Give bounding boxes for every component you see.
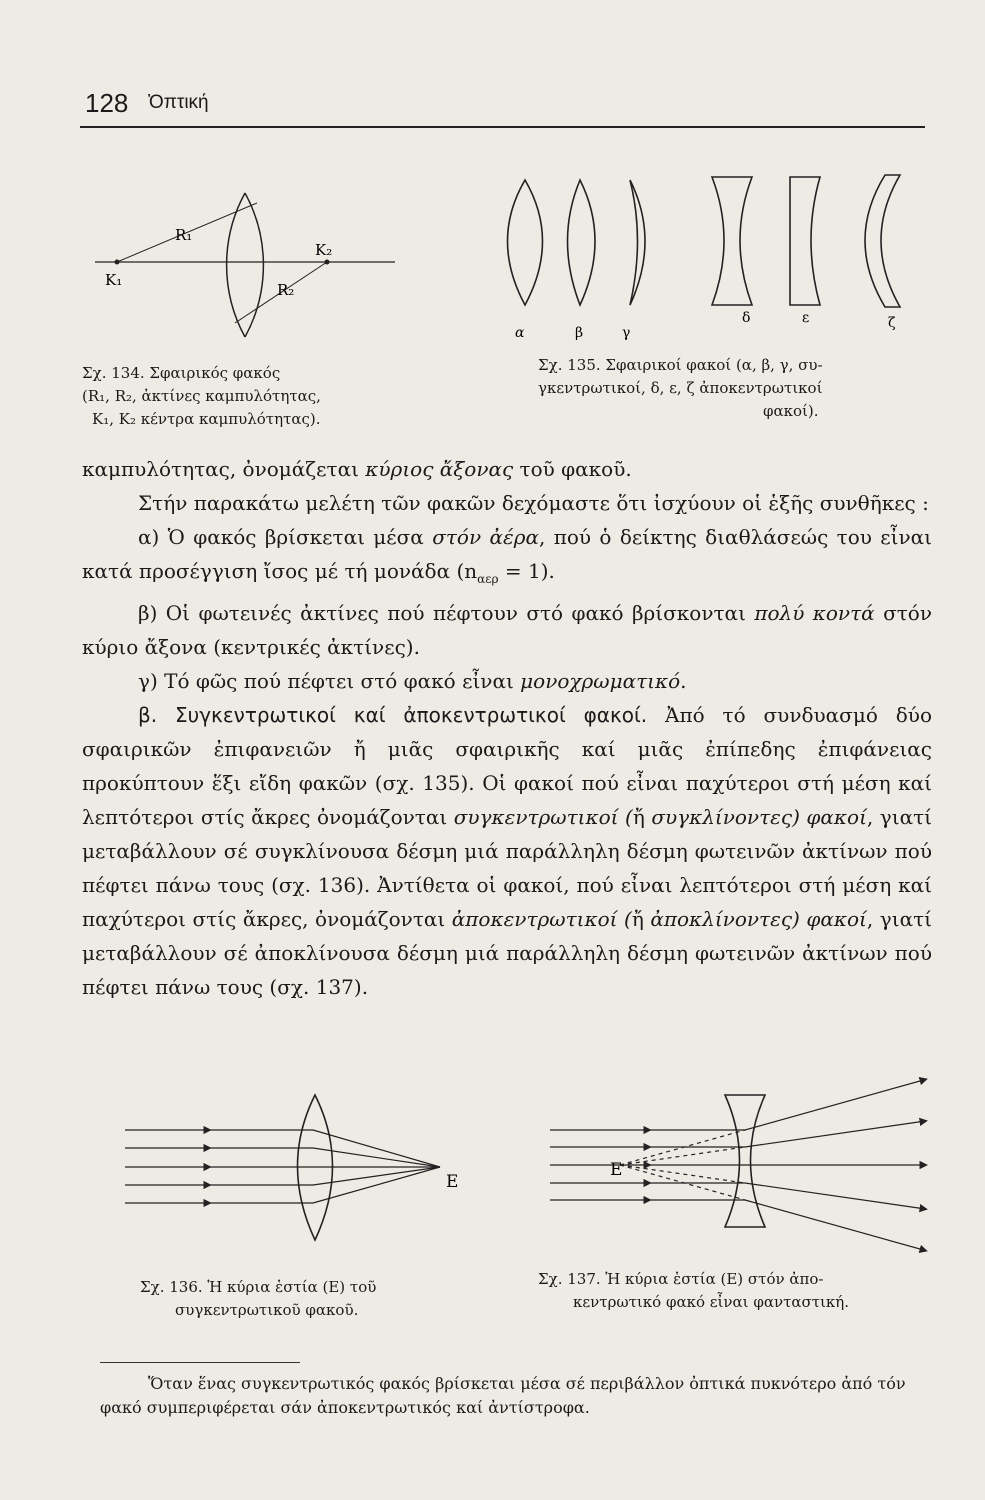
figure-135-caption xyxy=(538,354,823,423)
lens-zeta-concave-meniscus xyxy=(865,175,900,307)
paragraph: Στήν παρακάτω μελέτη τῶν φακῶν δεχόμαστε ὅτι ἰσχύουν οἱ ἑξῆς συνθῆκες : xyxy=(138,491,929,515)
lens-beta-planoconvex xyxy=(568,180,596,305)
center-k1-dot xyxy=(115,260,120,265)
figure-136-caption xyxy=(140,1276,376,1322)
label-delta: δ xyxy=(742,310,751,326)
label-epsilon: ε xyxy=(802,310,810,326)
chapter-title: Ὀπτική xyxy=(148,92,209,113)
figure-137-caption xyxy=(538,1268,849,1314)
caption-line: φακοί). xyxy=(763,402,819,420)
center-k2-dot xyxy=(325,260,330,265)
caption-line: Σχ. 136. Ἡ κύρια ἑστία (Ε) τοῦ xyxy=(140,1278,377,1296)
label-gamma: γ xyxy=(622,325,631,341)
label-alpha: α xyxy=(515,325,525,341)
focus-label: Ε xyxy=(446,1172,459,1192)
caption-line: (R₁, R₂, ἀκτίνες καμπυλότητας, xyxy=(82,387,321,405)
diverging-ray xyxy=(745,1079,926,1130)
label-r2: R₂ xyxy=(277,281,295,299)
figure-135-six-lenses xyxy=(490,165,930,345)
caption-line: γκεντρωτικοί, δ, ε, ζ ἀποκεντρωτικοί xyxy=(538,379,823,397)
page-number: 128 xyxy=(85,88,129,118)
diverging-rays xyxy=(550,1079,926,1251)
incident-rays xyxy=(125,1130,440,1203)
header-rule xyxy=(80,126,925,128)
caption-line: Σχ. 137. Ἡ κύρια ἑστία (Ε) στόν ἀπο- xyxy=(538,1270,824,1288)
label-k2: K₂ xyxy=(315,241,333,259)
section-heading: β. Συγκεντρωτικοί καί ἀποκεντρωτικοί φακοί. xyxy=(138,703,666,727)
paragraph: α) Ὁ φακός βρίσκεται μέσα στόν ἀέρα, πού ὁ δείκτης διαθλάσεώς του εἶναι κατά προσέγγιση ἴσος μέ τή μονάδα $(n_{\alpha\varepsilon\rho} = 1)$. xyxy=(82,525,933,586)
footnote-rule xyxy=(100,1362,300,1363)
lens-alpha-biconvex xyxy=(508,180,543,305)
diverging-ray xyxy=(745,1200,926,1251)
virtual-ray xyxy=(620,1147,745,1165)
caption-line: κεντρωτικό φακό εἶναι φανταστική. xyxy=(573,1293,850,1311)
caption-line: Σχ. 135. Σφαιρικοί φακοί (α, β, γ, συ- xyxy=(538,356,823,374)
caption-line: συγκεντρωτικοῦ φακοῦ. xyxy=(175,1301,359,1319)
figure-134-caption xyxy=(82,362,321,431)
body-text xyxy=(82,452,932,1004)
label-zeta: ζ xyxy=(888,315,896,331)
virtual-ray xyxy=(620,1165,745,1183)
diverging-lens xyxy=(725,1095,765,1227)
lens-epsilon-planoconcave xyxy=(790,177,820,305)
diverging-ray xyxy=(745,1121,926,1147)
label-beta: β xyxy=(575,325,584,341)
focus-label: Ε xyxy=(610,1160,623,1180)
figure-136-converging-lens xyxy=(110,1085,490,1265)
caption-line: K₁, K₂ κέντρα καμπυλότητας). xyxy=(92,410,321,428)
figure-134-spherical-lens xyxy=(85,185,405,345)
caption-line: Σχ. 134. Σφαιρικός φακός xyxy=(82,364,281,382)
paragraph: καμπυλότητας, ὀνομάζεται κύριος ἄξονας τοῦ φακοῦ. xyxy=(82,457,632,481)
lens-gamma-meniscus xyxy=(630,180,645,305)
paragraph: β. Συγκεντρωτικοί καί ἀποκεντρωτικοί φακοί. Ἀπό τό συνδυασμό δύο σφαιρικῶν ἐπιφανειῶν ἤ μιᾶς σφαιρικῆς καί μιᾶς ἐπίπεδης ἐπιφάνειας προκύπτουν ἕξι εἴδη φακῶν (σχ. 135). Οἱ φακοί πού εἶναι παχύτεροι στή μέση καί λεπτότεροι στίς ἄκρες ὀνομάζονται συγκεντρωτικοί (ἤ συγκλίνοντες) φακοί, γιατί μεταβάλλουν σέ συγκλίνουσα δέσμη μιά παράλληλη δέσμη φωτεινῶν ἀκτίνων πού πέφτει πάνω τους (σχ. 136). Ἀντίθετα οἱ φακοί, πού εἶναι λεπτότεροι στή μέση καί παχύτεροι στίς ἄκρες, ὀνομάζονται ἀποκεντρωτικοί (ἤ ἀποκλίνοντες) φακοί, γιατί μεταβάλλουν σέ ἀποκλίνουσα δέσμη μιά παράλληλη δέσμη φωτεινῶν ἀκτίνων πού πέφτει πάνω τους (σχ. 137). xyxy=(82,703,932,999)
diverging-ray xyxy=(745,1183,926,1209)
lens-delta-biconcave xyxy=(712,177,752,305)
label-k1: K₁ xyxy=(105,271,123,289)
label-r1: R₁ xyxy=(175,226,193,244)
paragraph: β) Οἱ φωτεινές ἀκτίνες πού πέφτουν στό φακό βρίσκονται πολύ κοντά στόν κύριο ἄξονα (κεντρικές ἀκτίνες). xyxy=(82,601,932,659)
footnote: Ὅταν ἕνας συγκεντρωτικός φακός βρίσκεται μέσα σέ περιβάλλον ὀπτικά πυκνότερο ἀπό τόν φακό συμπεριφέρεται σάν ἀποκεντρωτικός καί ἀντίστροφα. xyxy=(100,1374,906,1417)
lens-surface-right xyxy=(245,193,263,337)
paragraph: γ) Τό φῶς πού πέφτει στό φακό εἶναι μονοχρωματικό. xyxy=(138,669,687,693)
figure-137-diverging-lens xyxy=(540,1055,930,1270)
